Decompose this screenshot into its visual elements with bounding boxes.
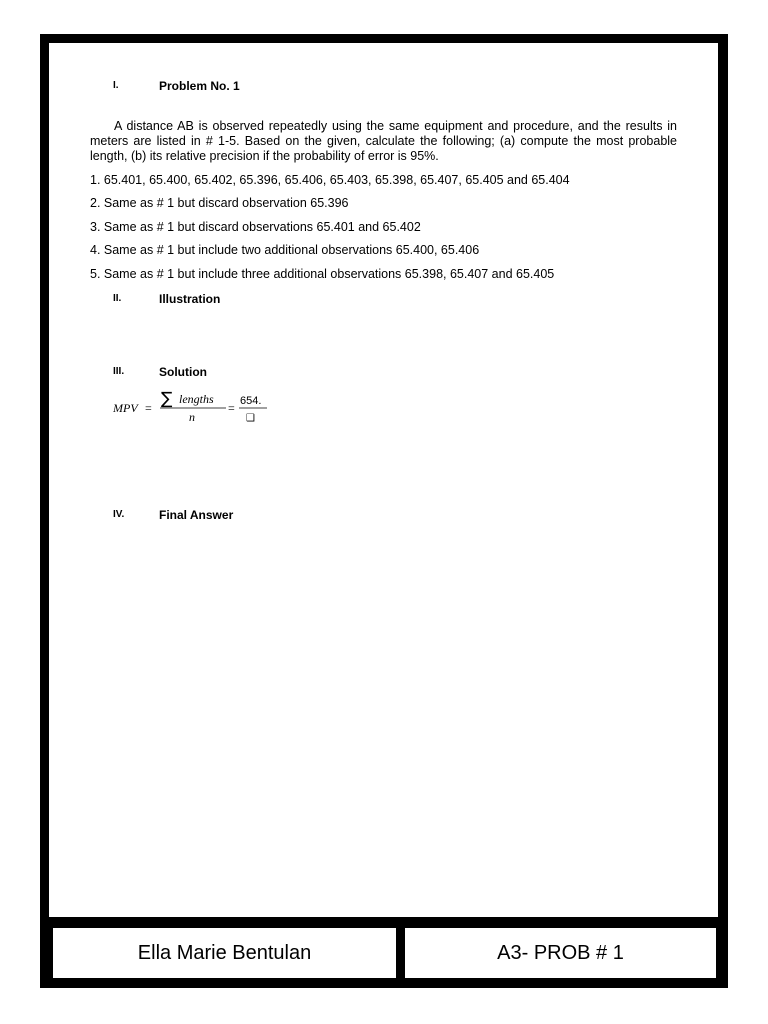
formula-equals-2: = [228, 401, 235, 415]
formula-denominator: n [189, 410, 195, 424]
problem-code-box [405, 928, 716, 978]
formula-result: 654. [240, 395, 262, 407]
formula-numerator: lengths [179, 392, 214, 406]
problem-statement [90, 119, 677, 164]
problem-code: A3- PROB # 1 [497, 941, 624, 964]
problem-text: A distance AB is observed repeatedly using the same equipment and procedure, and the results in meters are listed in # 1-5. Based on the given, calculate the following; (a) compute the most probable length, (b) its relative precision if the probability of error is 95%. [90, 119, 677, 163]
section-title: Illustration [159, 292, 221, 306]
sum-symbol: ∑ [161, 389, 173, 409]
list-item: 1. 65.401, 65.400, 65.402, 65.396, 65.406, 65.403, 65.398, 65.407, 65.405 and 65.404 [90, 173, 570, 187]
formula-equals: = [145, 401, 152, 415]
section-number: IV. [113, 509, 125, 520]
section-title: Solution [159, 365, 207, 379]
list-item: 5. Same as # 1 but include three additional observations 65.398, 65.407 and 65.405 [90, 267, 555, 281]
list-item: 3. Same as # 1 but discard observations 65.401 and 65.402 [90, 220, 421, 234]
section-title: Final Answer [159, 508, 234, 522]
section-number: II. [113, 293, 122, 304]
section-title: Problem No. 1 [159, 79, 240, 93]
section-number: I. [113, 80, 119, 91]
section-number: III. [113, 366, 125, 377]
placeholder-box-icon: ❑ [246, 413, 255, 424]
mpv-formula [113, 387, 283, 427]
author-name: Ella Marie Bentulan [137, 941, 312, 964]
list-item: 4. Same as # 1 but include two additional observations 65.400, 65.406 [90, 243, 480, 257]
list-item: 2. Same as # 1 but discard observation 65.396 [90, 196, 349, 210]
formula-lhs: MPV [113, 401, 138, 415]
author-name-box [53, 928, 396, 978]
